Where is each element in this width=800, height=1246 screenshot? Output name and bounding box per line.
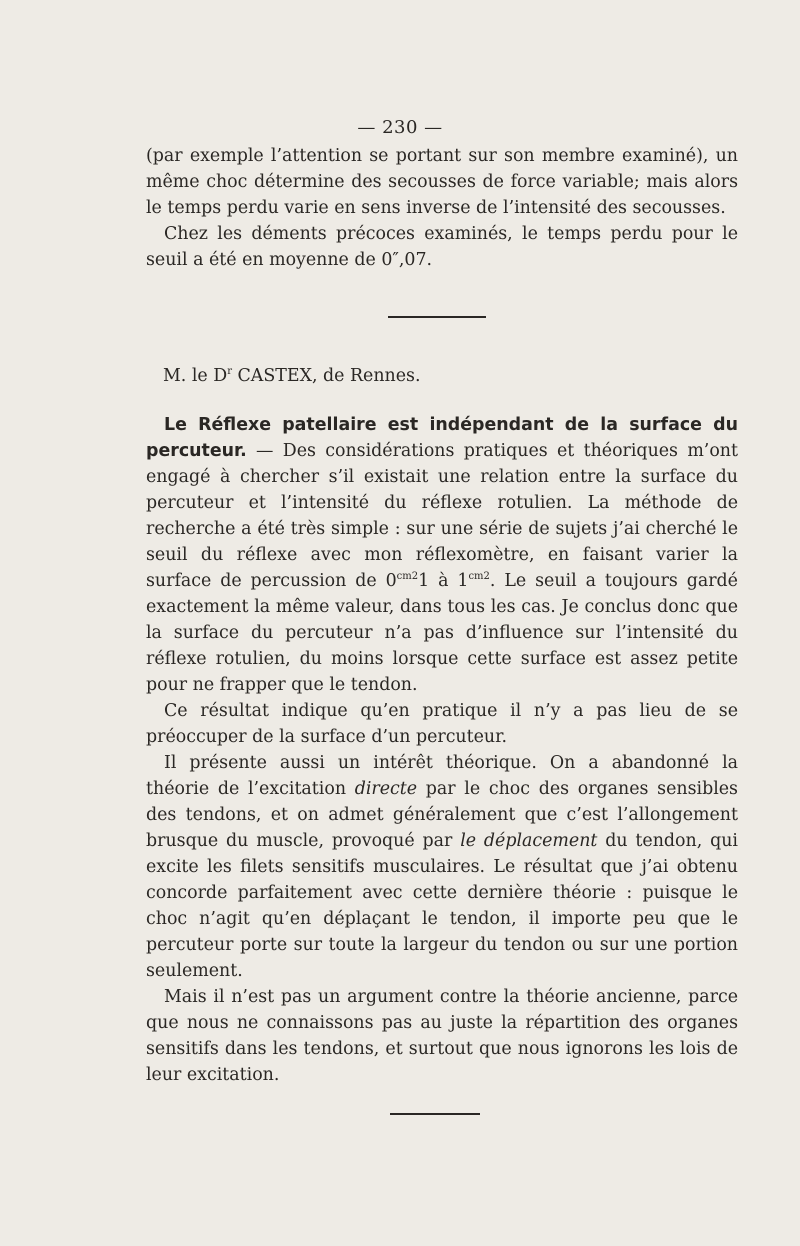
author-name: CASTEX, de Rennes. <box>231 366 421 386</box>
end-divider <box>390 1113 480 1115</box>
article-paragraph-1 <box>146 412 738 698</box>
article-block <box>146 412 738 1088</box>
article-text-3c: du tendon, qui excite les filets sensitifs musculaires. Le résultat que j’ai obtenu concorde parfaitement avec cette dernière théorie : puisque le choc n’agit qu’en déplaçant le tendon, il importe peu que le percuteur porte sur toute la largeur du tendon ou sur une portion seulement. <box>146 831 738 981</box>
article-paragraph-3 <box>146 750 738 984</box>
author-title-sup: r <box>227 366 232 378</box>
page-number: — 230 — <box>357 117 443 138</box>
article-paragraph-2: Ce résultat indique qu’en pratique il n’y a pas lieu de se préoccuper de la surface d’un percuteur. <box>146 701 738 747</box>
article-text-1a: — Des considérations pratiques et théoriques m’ont engagé à chercher s’il existait une relation entre la surface du percuteur et l’intensité du réflexe rotulien. La méthode de recherche a été très simple : sur une série de sujets j’ai cherché le seuil du réflexe avec mon réflexomètre, en faisant varier la surface de percussion de 0 <box>146 441 738 591</box>
paragraph-continuation: (par exemple l’attention se portant sur son membre examiné), un même choc détermine des secousses de force variable; mais alors le temps perdu varie en sens inverse de l’intensité des secousses. <box>146 146 738 218</box>
article-text-3b: par le choc des organes sensibles des tendons, et on admet généralement que c’est l’allongement brusque du muscle, provoqué par <box>146 779 738 851</box>
article-text-1b: 1 à 1 <box>418 571 469 591</box>
section-divider <box>388 316 486 318</box>
unit-sup-1: cm2 <box>396 571 419 583</box>
article-text-1c: . Le seuil a toujours gardé exactement la même valeur, dans tous les cas. Je conclus donc que la surface du percuteur n’a pas d’influence sur l’intensité du réflexe rotulien, du moins lorsque cette surface est assez petite pour ne frapper que le tendon. <box>146 571 738 695</box>
article-italic-directe: directe <box>354 779 418 799</box>
paragraph-dements: Chez les déments précoces examinés, le temps perdu pour le seuil a été en moyenne de 0″,07. <box>146 224 738 270</box>
article-text-3a: Il présente aussi un intérêt théorique. On a abandonné la théorie de l’excitation <box>146 753 738 799</box>
article-title: Le Réflexe patellaire est indépendant de la surface du percuteur. <box>146 415 738 461</box>
top-text-block <box>146 143 738 273</box>
author-prefix: M. le D <box>163 366 228 386</box>
article-italic-deplacement: le déplacement <box>460 831 598 851</box>
unit-sup-2: cm2 <box>468 571 490 583</box>
article-paragraph-4: Mais il n’est pas un argument contre la théorie ancienne, parce que nous ne connaissons pas au juste la répartition des organes sensitifs dans les tendons, et surtout que nous ignorons les lois de leur excitation. <box>146 987 738 1085</box>
author-line <box>163 366 421 386</box>
